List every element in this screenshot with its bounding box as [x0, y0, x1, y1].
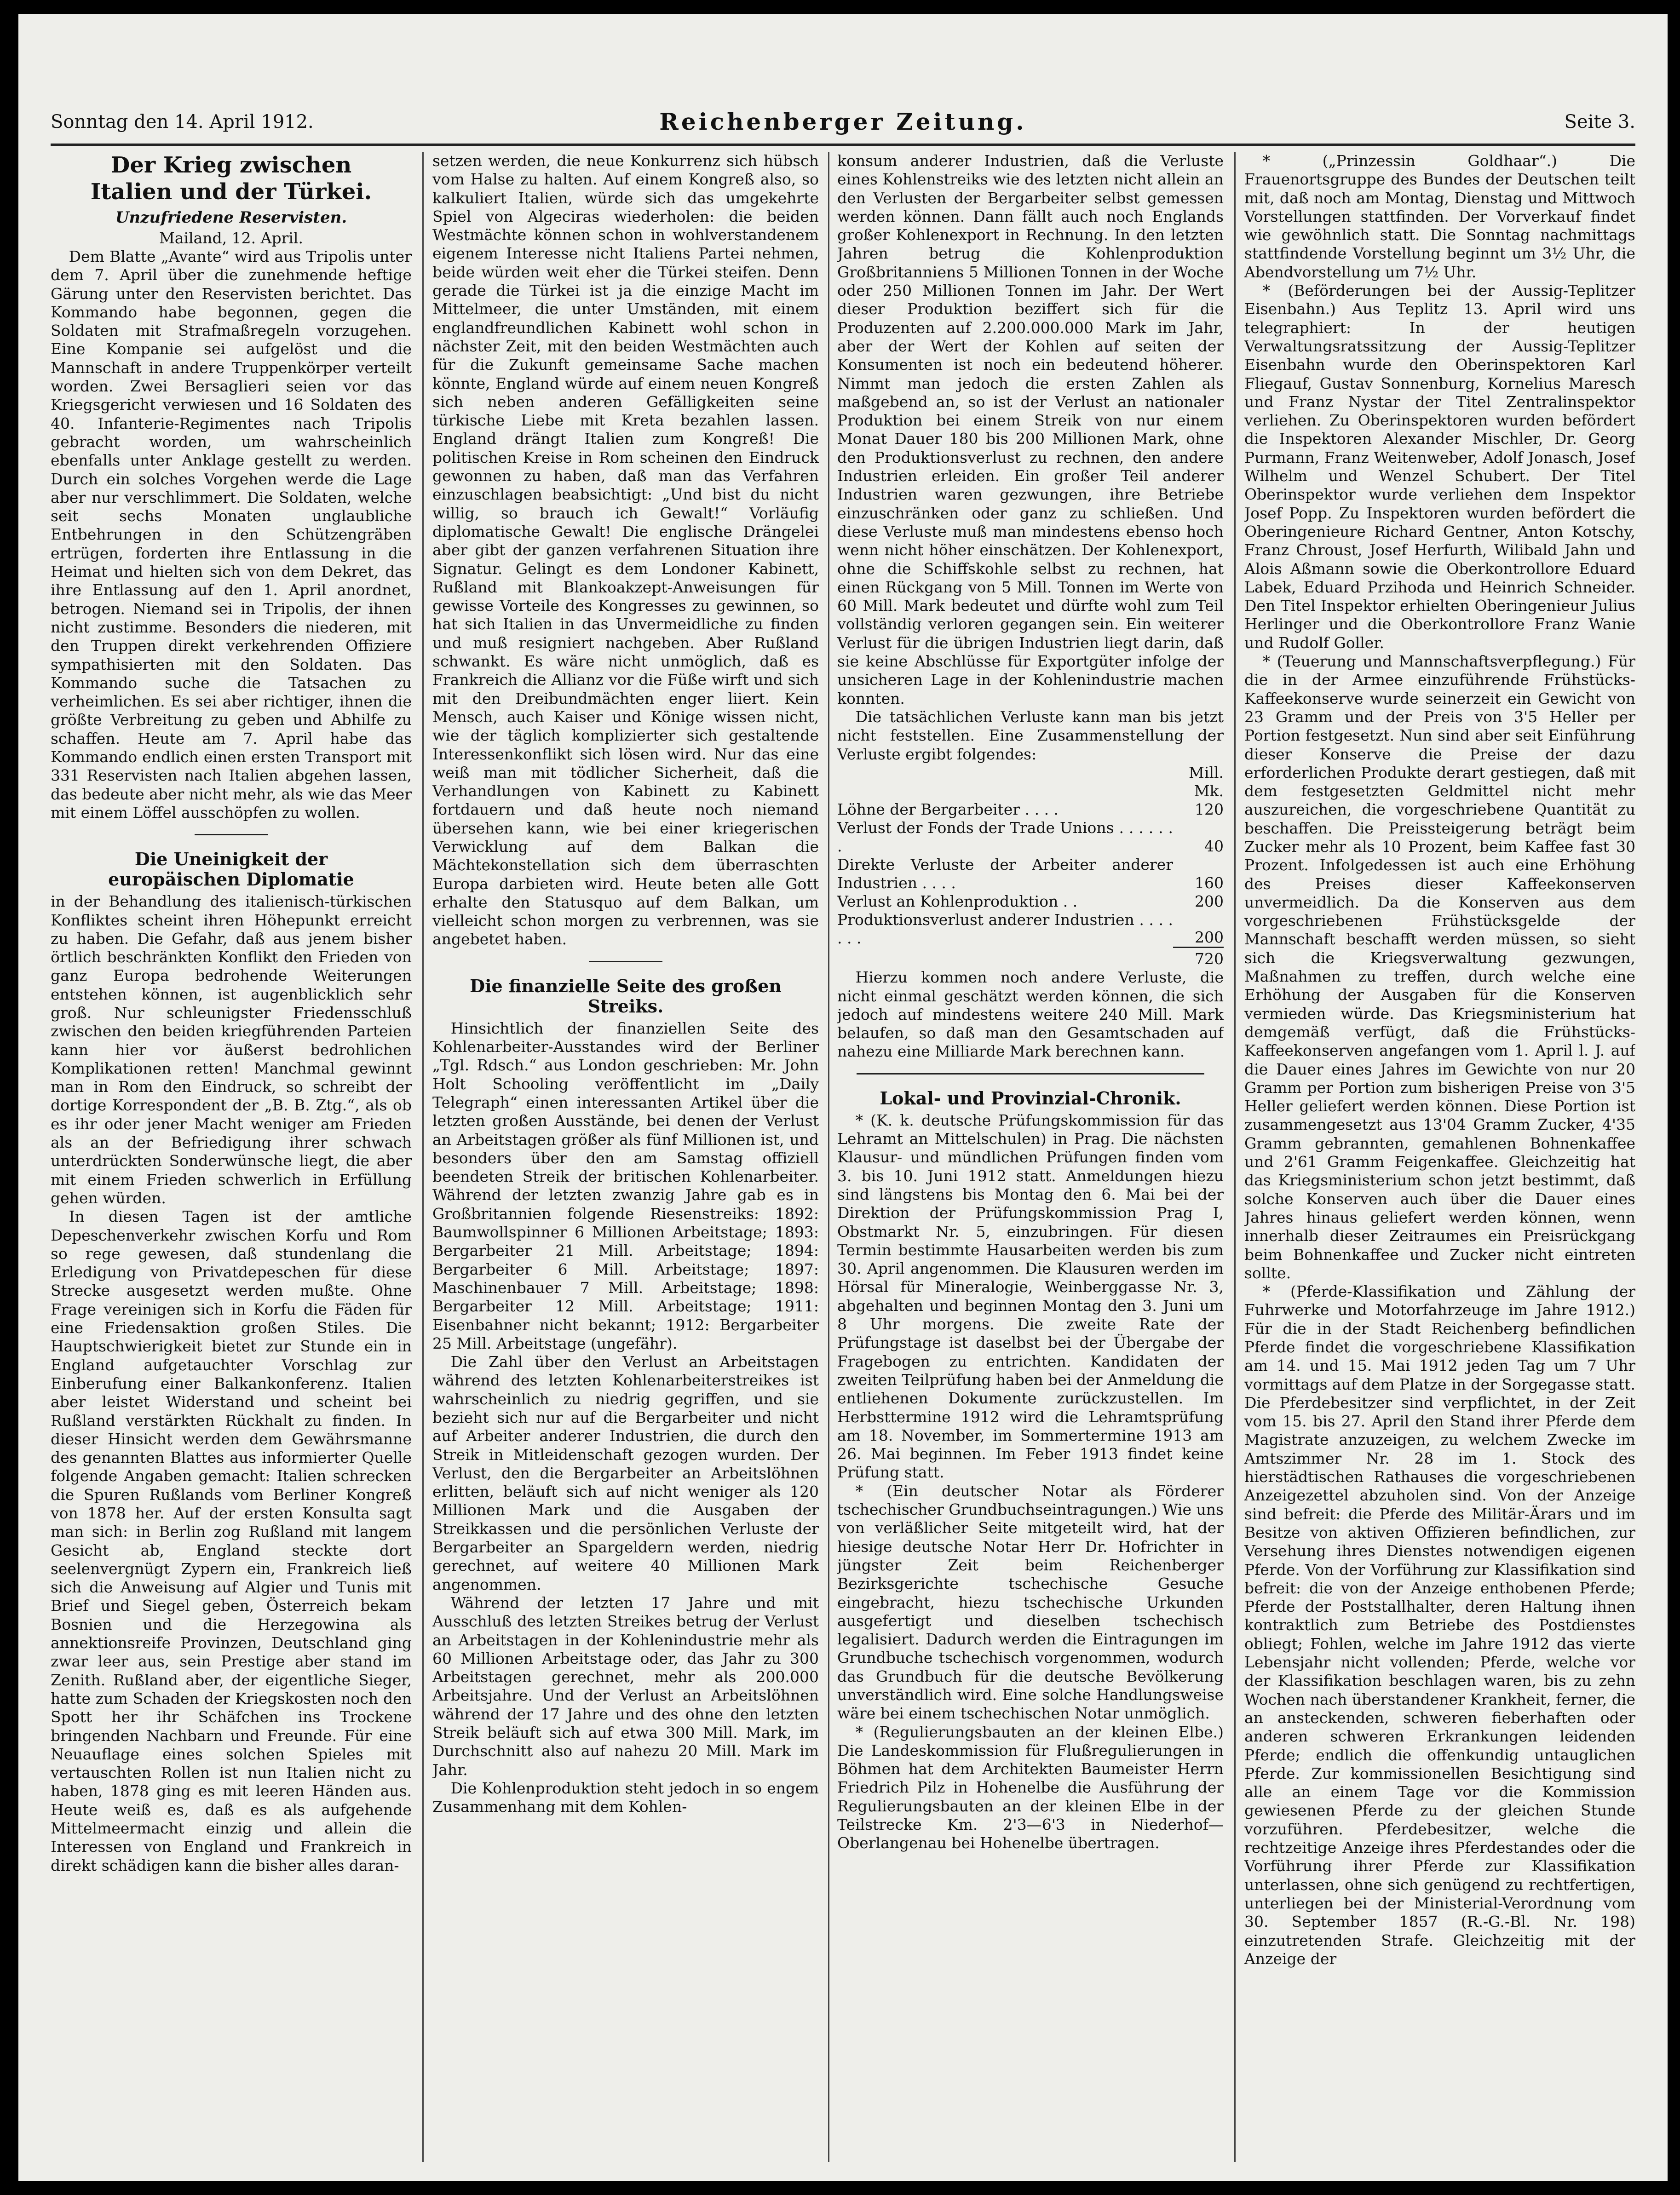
header-rule — [51, 144, 1635, 146]
column-rule — [828, 152, 829, 2162]
loss-table — [837, 764, 1224, 969]
table-cell-value: 160 — [1195, 873, 1224, 892]
table-cell-label: Direkte Verluste der Arbeiter anderer Industrien . . . . — [837, 855, 1173, 892]
table-cell-label: Löhne der Bergarbeiter . . . . — [837, 800, 1059, 818]
article-title-line: Die Uneinigkeit der — [134, 849, 328, 870]
table-row — [837, 856, 1224, 892]
table-cell-label: Produktionsverlust anderer Industrien . . . . . . . — [837, 910, 1173, 947]
article-paragraph: Hierzu kommen noch andere Verluste, die nicht einmal geschätzt werden können, die sich jedoch auf mindestens weitere 240 Mill. Mark belaufen, so daß man den Gesamtschaden auf nahezu eine Milliarde Mark berechnen kann. — [837, 968, 1224, 1061]
article-separator — [857, 1073, 1204, 1075]
article-paragraph: in der Behandlung des italienisch-türkischen Konfliktes scheint ihren Höhepunkt erreicht zu haben. Die Gefahr, daß aus jenem bisher örtlich beschränkten Konflikt den Frieden von ganz Europa bedrohende Weiterungen entstehen können, ist augenblicklich sehr groß. Nur schleunigster Friedensschluß zwischen den beiden kriegführenden Parteien kann hier vor äußerst bedrohlichen Komplikationen retten! Manchmal gewinnt man in Rom den Eindruck, so schreibt der dortige Korrespondent der „B. B. Ztg.“, als ob es ihr oder jener Macht weniger am Frieden als an der Befriedigung ihrer schwach unterdrückten Sonderwünsche liegt, die aber mit einem Frieden schwerlich in Erfüllung gehen würden. — [51, 892, 412, 1207]
news-item: * (Pferde-Klassifikation und Zählung der Fuhrwerke und Motorfahrzeuge im Jahre 1912.) Für die in der Stadt Reichenberg befindlichen Pferde findet die vorgeschriebene Klassifikation am 14. und 15. Mai 1912 jeden Tag um 7 Uhr vormittags auf dem Platze in der Sorgegasse statt. Die Pferdebesitzer sind verpflichtet, in der Zeit vom 15. bis 27. April den Stand ihrer Pferde dem Magistrate anzuzeigen, zu welchem Zwecke im Amtszimmer Nr. 28 im 1. Stock des hierstädtischen Rathauses die vorgeschriebenen Anzeigezettel abzuholen sind. Von der Anzeige sind befreit: die Pferde des Militär-Ärars und im Besitze von aktiven Offizieren befindlichen, zur Versehung ihres Dienstes notwendigen eigenen Pferde. Von der Vorführung zur Klassifikation sind befreit: die von der Anzeige enthobenen Pferde; Pferde der Poststallhalter, deren Haltung ihnen kontraktlich zum Betriebe des Postdienstes obliegt; Fohlen, welche im Jahre 1912 das vierte Lebensjahr nicht vollenden; Pferde, welche vor der Klassifikation beschlagen waren, bis zu zehn Wochen nach überstandener Krankheit, ferner, die an ansteckenden, schweren fieberhaften oder anderen schweren Erkrankungen leidenden Pferde; endlich die offenkundig untauglichen Pferde. Zur kommissionellen Besichtigung sind alle an einem Tage vor die Kommission gewiesenen Pferde zu der gleichen Stunde vorzuführen. Pferdebesitzer, welche die rechtzeitige Anzeige ihres Pferdestandes oder die Vorführung ihrer Pferde zur Klassifikation unterlassen, ohne sich genügend zu rechtfertigen, unterliegen bei der Ministerial-Verordnung vom 30. September 1857 (R.-G.-Bl. Nr. 198) einzutretenden Strafe. Gleichzeitig mit der Anzeige der — [1244, 1282, 1635, 1968]
article-title-line: europäischen Diplomatie — [108, 869, 354, 890]
article-paragraph: Dem Blatte „Avante“ wird aus Tripolis unter dem 7. April über die zunehmende heftige Gärung unter den Reservisten berichtet. Das Kommando habe begonnen, gegen die Soldaten mit Strafmaßregeln vorzugehen. Eine Kompanie sei aufgelöst und die Mannschaft in andere Truppenkörper verteilt worden. Zwei Bersaglieri seien vor das Kriegsgericht verwiesen und 16 Soldaten des 40. Infanterie-Regimentes nach Tripolis gebracht worden, um wahrscheinlich ebenfalls unter Anklage gestellt zu werden. Durch ein solches Vorgehen werde die Lage aber nur verschlimmert. Die Soldaten, welche seit sechs Monaten unglaubliche Entbehrungen in den Schützengräben ertrügen, forderten ihre Entlassung in die Heimat und hielten sich von dem Dekret, das ihre Entlassung auf den 1. April anordnet, betrogen. Niemand sei in Tripolis, der ihnen nicht zustimme. Besonders die niederen, mit den Truppen direkt verkehrenden Offiziere sympathisierten mit den Soldaten. Das Kommando suche die Tatsachen zu verheimlichen. Es sei aber richtiger, ihnen die größte Verbreitung zu geben und Abhilfe zu schaffen. Heute am 7. April habe das Kommando endlich einen ersten Transport mit 331 Reservisten nach Italien abgehen lassen, das bedeute aber nicht mehr, als wie das Meer mit einem Löffel ausschöpfen zu wollen. — [51, 247, 412, 822]
article-title-line: Der Krieg zwischen — [110, 152, 352, 178]
article-title-line: Italien und der Türkei. — [90, 179, 372, 205]
news-item: * (Beförderungen bei der Aussig-Teplitzer Eisenbahn.) Aus Teplitz 13. April wird uns telegraphiert: In der heutigen Verwaltungsratssitzung der Aussig-Teplitzer Eisenbahn wurde den Oberinspektoren Karl Fliegauf, Gustav Sonnenburg, Kornelius Maresch und Franz Nystar der Titel Zentralinspektor verliehen. Zu Oberinspektoren wurden befördert die Inspektoren Alexander Mischler, Dr. Georg Purmann, Franz Weitenweber, Adolf Jonasch, Josef Wilhelm und Wenzel Schubert. Der Titel Oberinspektor wurde verliehen dem Inspektor Josef Popp. Zu Inspektoren wurden befördert die Oberingenieure Richard Gentner, Anton Kotschy, Franz Chroust, Josef Herfurth, Wilibald Jahn und Alois Aßmann sowie die Oberkontrollore Eduard Labek, Eduard Przihoda und Heinrich Schneider. Den Titel Inspektor erhielten Oberingenieur Julius Herlinger und die Oberkontrollore Franz Wanie und Rudolf Goller. — [1244, 282, 1635, 652]
article-separator — [195, 834, 268, 835]
article-separator — [589, 961, 662, 962]
news-item: * (Teuerung und Mannschaftsverpflegung.) Für die in der Armee einzuführende Frühstücks-Kaffeekonserve wurde seinerzeit ein Gewicht von 23 Gramm und der Preis von 3'5 Heller per Portion festgesetzt. Nun sind aber seit Einführung dieser Konserve die Preise der dazu erforderlichen Produkte derart gestiegen, daß mit dem festgesetzten Geldmittel nicht mehr auszureichen, die vorgeschriebene Quantität zu beschaffen. Die Preissteigerung beträgt beim Zucker mehr als 10 Prozent, beim Kaffee fast 30 Prozent. Infolgedessen ist auch eine Erhöhung des Preises dieser Kaffeekonserven unvermeidlich. Da die Konserven aus dem vorgeschriebenen Frühstücksgelde der Mannschaft beschafft werden müssen, so sieht sich die Kriegsverwaltung gezwungen, Maßnahmen zu treffen, durch welche eine Erhöhung der Ausgaben für die Konserven vermieden würde. Das Kriegsministerium hat demgemäß verfügt, daß die Frühstücks-Kaffeekonserven angefangen vom 1. April l. J. auf die Dauer eines Jahres im Gewichte von nur 20 Gramm per Portion zum bisherigen Preise von 3'5 Heller geliefert werden können. Diese Portion ist zusammengesetzt aus 13'04 Gramm Zucker, 4'35 Gramm gebrannten, gemahlenen Bohnenkaffee und 2'61 Gramm Feigenkaffee. Gleichzeitig hat das Kriegsministerium schon jetzt bestimmt, daß solche Konserven auch über die Dauer eines Jahres hinaus geliefert werden können, wenn innerhalb dieser Zeitraumes ein Preisrückgang beim Bohnenkaffee und Zucker nicht eintreten sollte. — [1244, 652, 1635, 1282]
article-paragraph: In diesen Tagen ist der amtliche Depeschenverkehr zwischen Korfu und Rom so rege gewesen, daß stundenlang die Erledigung von Privatdepeschen für diese Strecke ausgesetzt werden mußte. Ohne Frage vereinigen sich in Korfu die Fäden für eine Friedensaktion großen Stiles. Die Hauptschwierigkeit bietet zur Stunde ein in England aufgetauchter Vorschlag zur Einberufung einer Balkankonferenz. Italien aber leistet Widerstand und scheint bei Rußland verstärkten Rückhalt zu finden. In dieser Hinsicht werden dem Gewährsmanne des genannten Blattes aus informierter Quelle folgende Angaben gemacht: Italien schrecken die Spuren Rußlands vom Berliner Kongreß von 1878 her. Auf der ersten Konsulta sagt man sich: in Berlin zog Rußland mit langem Gesicht ab, England steckte dort seelenvergnügt Zypern ein, Frankreich ließ sich die Anweisung auf Algier und Tunis mit Brief und Siegel geben, Österreich bekam Bosnien und die Herzegowina als annektionsreife Provinzen, Deutschland ging zwar leer aus, sein Prestige aber stand im Zenith. Rußland aber, der eigentliche Sieger, hatte zum Schaden der Kriegskosten noch den Spott her ihr Schäfchen ins Trockene bringenden Nachbarn und Freunde. Für eine Neuauflage eines solchen Spieles mit vertauschten Rollen ist nun Italien nicht zu haben, 1878 ging es mit leeren Händen aus. Heute weiß es, daß es als aufgehende Mittelmeermacht einzig und allein die Interessen von England und Frankreich in direkt schädigen kann die bisher alles daran- — [51, 1207, 412, 1874]
article-title: Die finanzielle Seite des großen Streiks. — [470, 975, 782, 1017]
table-unit-header: Mill. Mk. — [1189, 763, 1224, 800]
column-1 — [51, 152, 412, 2162]
article-subtitle: Unzufriedene Reservisten. — [115, 208, 347, 227]
dateline: Mailand, 12. April. — [159, 229, 303, 247]
article-paragraph: Während der letzten 17 Jahre und mit Ausschluß des letzten Streikes betrug der Verlust an Arbeitstagen in der Kohlenindustrie mehr als 60 Millionen Arbeitstage oder, das Jahr zu 300 Arbeitstagen gerechnet, mehr als 200.000 Arbeitsjahre. Und der Verlust an Arbeitslöhnen während der 17 Jahre und des ohne den letzten Streik beläuft sich auf etwa 300 Mill. Mark, im Durchschnitt also auf nahezu 20 Mill. Mark im Jahr. — [432, 1593, 819, 1779]
table-row — [837, 764, 1224, 800]
article-title — [51, 849, 412, 890]
news-item: * (Ein deutscher Notar als Förderer tschechischer Grundbuchseintragungen.) Wie uns von verläßlicher Seite mitgeteilt wird, hat der hiesige deutsche Notar Herr Dr. Hofrichter in jüngster Zeit beim Reichenberger Bezirksgerichte tschechische Gesuche eingebracht, hiezu tschechische Urkunden ausgefertigt und dieselben tschechisch legalisiert. Dadurch werden die Eintragungen im Grundbuche tschechisch vorgenommen, wodurch das Grundbuch für die deutsche Bevölkerung unverständlich wird. Eine solche Handlungsweise wäre bei einem tschechischen Notar unmöglich. — [837, 1482, 1224, 1723]
table-row — [837, 819, 1224, 856]
article-paragraph: konsum anderer Industrien, daß die Verluste eines Kohlenstreiks wie des letzten nicht allein an den Verlusten der Bergarbeiter selbst gemessen werden können. Dann fällt auch noch Englands großer Kohlenexport in Rechnung. In den letzten Jahren betrug die Kohlenproduktion Großbritanniens 5 Millionen Tonnen in der Woche oder 250 Millionen Tonnen im Jahr. Der Wert dieser Produktion beziffert sich für die Produzenten auf 2.200.000.000 Mark im Jahr, aber der Wert der Kohlen auf seiten der Konsumenten ist noch ein bedeutend höherer. Nimmt man jedoch die ersten Zahlen als maßgebend an, so ist der Verlust an nationaler Produktion bei einem Streik von nur einem Monat Dauer 180 bis 200 Millionen Mark, ohne den Produktionsverlust zu rechnen, den andere Industrien erleiden. Ein großer Teil anderer Industrien waren gezwungen, ihre Betriebe einzuschränken oder ganz zu schließen. Und diese Verluste muß man mindestens ebenso hoch wenn nicht höher einschätzen. Der Kohlenexport, ohne die Schiffskohle selbst zu rechnen, hat einen Rückgang von 5 Mill. Tonnen im Werte von 60 Mill. Mark bedeutet und dürfte wohl zum Teil vollständig verloren gegangen sein. Ein weiterer Verlust für die übrigen Industrien liegt darin, daß sie keine Abschlüsse für Exportgüter infolge der unsicheren Lage in der Kohlenindustrie machen konnten. — [837, 152, 1224, 707]
column-3 — [837, 152, 1224, 2162]
header-masthead: Reichenberger Zeitung. — [659, 108, 1027, 135]
table-total: 720 — [1173, 948, 1224, 969]
article-paragraph: setzen werden, die neue Konkurrenz sich hübsch vom Halse zu halten. Auf einem Kongreß also, so kalkuliert Italien, würde sich das umgekehrte Spiel von Algeciras wiederholen: die beiden Westmächte können schon in wohlverstandenem eigenem Interesse nicht Italiens Partei nehmen, beide würden weit eher die Türkei steifen. Denn gerade die Türkei ist ja die einzige Macht im Mittelmeer, die unter Umständen, mit einem englandfreundlichen Kabinett wohl schon in nächster Zeit, mit den beiden Westmächten auch für die Zukunft gemeinsame Sache machen könnte, England würde auf einem neuen Kongreß sich neben anderen Gefälligkeiten seine türkische Liebe mit Kreta bezahlen lassen. England drängt Italien zum Kongreß! Die politischen Kreise in Rom scheinen den Eindruck gewonnen zu haben, daß man das Verfahren einzuschlagen beabsichtigt: „Und bist du nicht willig, so brauch ich Gewalt!“ Vorläufig diplomatische Gewalt! Die englische Drängelei aber gibt der ganzen verfahrenen Situation ihre Signatur. Gelingt es dem Londoner Kabinett, Rußland mit Blankoakzept-Anweisungen für gewisse Vorteile des Kongresses zu gewinnen, so hat sich Italien in das Unvermeidliche zu finden und muß resigniert nachgeben. Aber Rußland schwankt. Es wäre nicht unmöglich, daß es Frankreich die Allianz vor die Füße wirft und sich mit den Dreibundmächten enger liiert. Kein Mensch, auch Kaiser und Könige wissen nicht, wie der täglich komplizierter sich gestaltende Interessenkonflikt sich lösen wird. Nur das eine weiß man mit tödlicher Sicherheit, daß die Verhandlungen von Kabinett zu Kabinett fortdauern und daß heute noch niemand übersehen kann, wie bei einer kriegerischen Verwicklung auf dem Balkan die Mächtekonstellation sich dem überraschten Europa darbieten wird. Heute beten alle Gott erhalte den Statusquo auf dem Balkan, um vielleicht schon morgen zu verbrennen, was sie angebetet haben. — [432, 152, 819, 948]
header-page-number: Seite 3. — [1564, 111, 1635, 132]
column-2 — [432, 152, 819, 2162]
table-row — [837, 948, 1224, 969]
running-header — [51, 101, 1635, 143]
article-paragraph: Die tatsächlichen Verluste kann man bis jetzt nicht feststellen. Eine Zusammenstellung der Verluste ergibt folgendes: — [837, 707, 1224, 763]
column-4 — [1244, 152, 1635, 2162]
table-cell-value: 200 — [1195, 928, 1224, 947]
newspaper-page — [18, 14, 1668, 2181]
table-cell-value: 40 — [1204, 837, 1224, 855]
column-rule — [422, 152, 424, 2162]
news-item: * (K. k. deutsche Prüfungskommission für das Lehramt an Mittelschulen) in Prag. Die nächsten Klausur- und mündlichen Prüfungen finden vom 3. bis 10. Juni 1912 statt. Anmeldungen hiezu sind längstens bis Montag den 6. Mai bei der Direktion der Prüfungskommission Prag I, Obstmarkt Nr. 5, einzubringen. Für diesen Termin bestimmte Hausarbeiten werden bis zum 30. April angenommen. Die Klausuren werden im Hörsal für Mineralogie, Weinberggasse Nr. 3, abgehalten und beginnen Montag den 3. Juni um 8 Uhr morgens. Die zweite Rate der Prüfungstage ist daselbst bei der Übergabe der Fragebogen zu entrichten. Kandidaten der zweiten Teilprüfung haben bei der Anmeldung die entliehenen Dokumente zurückzustellen. Im Herbsttermine 1912 wird die Lehramtsprüfung am 18. November, im Sommertermine 1913 am 26. Mai beginnen. Im Feber 1913 findet keine Prüfung statt. — [837, 1111, 1224, 1482]
table-cell-value: 200 — [1195, 892, 1224, 910]
article-paragraph: Die Kohlenproduktion steht jedoch in so engem Zusammenhang mit dem Kohlen- — [432, 1779, 819, 1816]
table-cell-value: 120 — [1195, 800, 1224, 818]
news-item: * („Prinzessin Goldhaar“.) Die Frauenortsgruppe des Bundes der Deutschen teilt mit, daß noch am Montag, Dienstag und Mittwoch Vorstellungen stattfinden. Der Vorverkauf findet wie gewöhnlich statt. Die Sonntag nachmittags stattfindende Vorstellung beginnt um 3½ Uhr, die Abendvorstellung um 7½ Uhr. — [1244, 152, 1635, 281]
table-cell-label: Verlust an Kohlenproduktion . . — [837, 892, 1078, 910]
article-title — [51, 152, 412, 205]
section-title: Lokal- und Provinzial-Chronik. — [880, 1087, 1181, 1109]
article-paragraph: Hinsichtlich der finanziellen Seite des Kohlenarbeiter-Ausstandes wird der Berliner „Tgl. Rdsch.“ aus London geschrieben: Mr. John Holt Schooling veröffentlicht im „Daily Telegraph“ einen interessanten Artikel über die letzten großen Ausstände, bei denen der Verlust an Arbeitstagen größer als fünf Millionen ist, und besonders über den am Samstag offiziell beendeten Streik der britischen Kohlenarbeiter. Während der letzten zwanzig Jahre gab es in Großbritannien folgende Riesenstreiks: 1892: Baumwollspinner 6 Millionen Arbeitstage; 1893: Bergarbeiter 21 Mill. Arbeitstage; 1894: Bergarbeiter 6 Mill. Arbeitstage; 1897: Maschinenbauer 7 Mill. Arbeitstage; 1898: Bergarbeiter 12 Mill. Arbeitstage; 1911: Eisenbahner nicht bekannt; 1912: Bergarbeiter 25 Mill. Arbeitstage (ungefähr). — [432, 1019, 819, 1352]
news-item: * (Regulierungsbauten an der kleinen Elbe.) Die Landeskommission für Flußregulierungen in Böhmen hat dem Architekten Baumeister Herrn Friedrich Pilz in Hohenelbe die Ausführung der Regulierungsbauten an der kleinen Elbe in der Teilstrecke Km. 2'3—6'3 in Niederhof—Oberlangenau bei Hohenelbe übertragen. — [837, 1723, 1224, 1852]
header-date: Sonntag den 14. April 1912. — [51, 111, 314, 132]
table-cell-label: Verlust der Fonds der Trade Unions . . . . . . . — [837, 818, 1173, 855]
article-paragraph: Die Zahl über den Verlust an Arbeitstagen während des letzten Kohlenarbeiterstreikes ist wahrscheinlich zu niedrig gegriffen, und sie bezieht sich nur auf die Bergarbeiter und nicht auf Arbeiter anderer Industrien, die durch den Streik in Mitleidenschaft gezogen wurden. Der Verlust, den die Bergarbeiter an Arbeitslöhnen erlitten, beläuft sich auf nicht weniger als 120 Millionen Mark und die Ausgaben der Streikkassen und die persönlichen Verluste der Bergarbeiter an Spargeldern werden, niedrig gerechnet, auf weitere 40 Millionen Mark angenommen. — [432, 1353, 819, 1593]
table-row — [837, 892, 1224, 911]
table-row — [837, 800, 1224, 819]
column-rule — [1234, 152, 1236, 2162]
table-row — [837, 911, 1224, 948]
